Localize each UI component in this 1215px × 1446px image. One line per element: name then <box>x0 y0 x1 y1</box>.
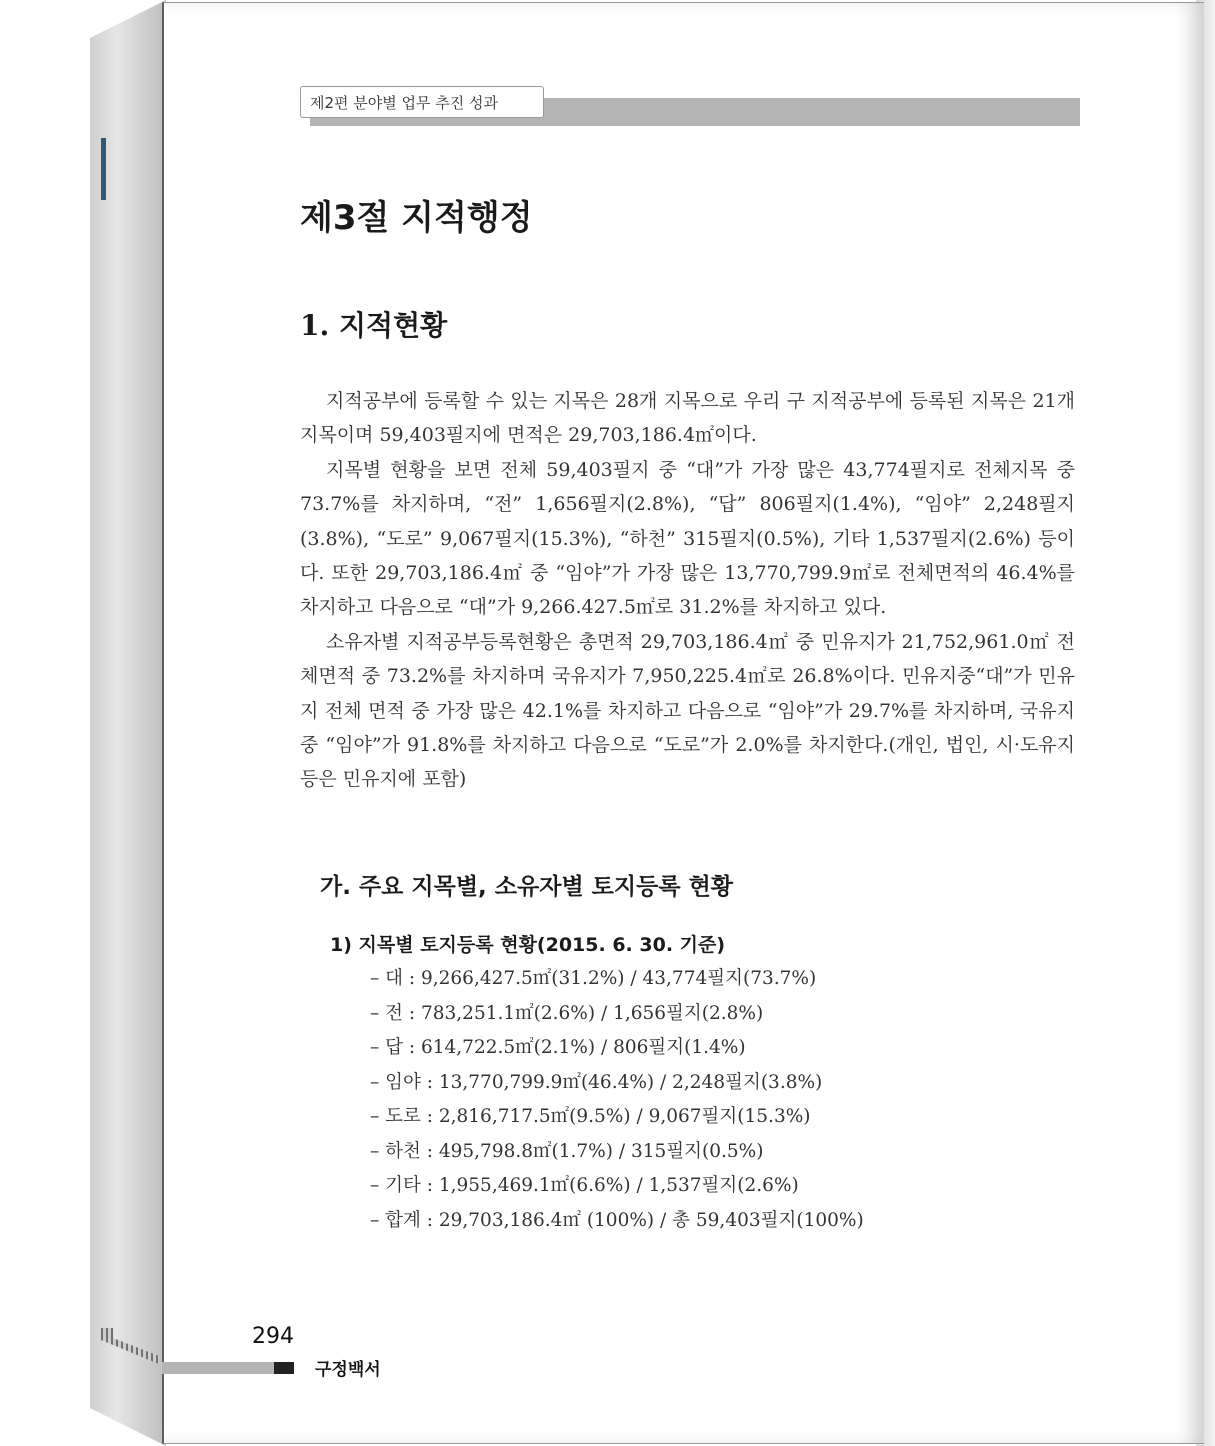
paragraph: 지적공부에 등록할 수 있는 지목은 28개 지목으로 우리 구 지적공부에 등록된 지목은 21개 지목이며 59,403필지에 면적은 29,703,186.4㎡이다. <box>300 390 1075 447</box>
sub-title: 가. 주요 지목별, 소유자별 토지등록 현황 <box>320 874 733 900</box>
footer-bar <box>162 1362 274 1374</box>
spine-mark <box>101 138 106 200</box>
list-item: – 대 : 9,266,427.5㎡(31.2%) / 43,774필지(73.7%) <box>370 968 817 989</box>
header-tag: 제2편 분야별 업무 추진 성과 <box>300 86 544 118</box>
list-item: – 하천 : 495,798.8㎡(1.7%) / 315필지(0.5%) <box>370 1140 764 1162</box>
list-item: – 임야 : 13,770,799.9㎡(46.4%) / 2,248필지(3.8%) <box>370 1071 823 1093</box>
list-item: – 답 : 614,722.5㎡(2.1%) / 806필지(1.4%) <box>370 1037 746 1058</box>
list-item: – 기타 : 1,955,469.1㎡(6.6%) / 1,537필지(2.6%) <box>370 1175 799 1196</box>
list-title: 1) 지목별 토지등록 현황(2015. 6. 30. 기준) <box>330 934 726 956</box>
footer-block <box>274 1362 294 1374</box>
paragraph: 소유자별 지적공부등록현황은 총면적 29,703,186.4㎡ 중 민유지가 21,752,961.0㎡ 전체면적 중 73.2%를 차지하며 국유지가 7,950,225.4㎡로 26.8%이다. 민유지중“대”가 민유지 전체 면적 중 가장 많은 42.1%를 차지하고 다음으로 “임야”가 29.7%를 차지하며, 국유지 중 “임야”가 91.8%를 차지하고 다음으로 “도로”가 2.0%를 차지한다.(개인, 법인, 시·도유지 등은 민유지에 포함) <box>300 630 1075 791</box>
page-number: 294 <box>252 1324 294 1349</box>
footer-book-title: 구정백서 <box>315 1360 381 1380</box>
paragraph: 지목별 현황을 보면 전체 59,403필지 중 “대”가 가장 많은 43,774필지로 전체지목 중 73.7%를 차지하며, “전” 1,656필지(2.8%), “답” 806필지(1.4%), “임야” 2,248필지(3.8%), “도로” 9,067필지(15.3%), “하천” 315필지(0.5%), 기타 1,537필지(2.6%) 등이다. 또한 29,703,186.4㎡ 중 “임야”가 가장 많은 13,770,799.9㎡로 전체면적의 46.4%를 차지하고 다음으로 “대”가 9,266.427.5㎡로 31.2%를 차지하고 있다. <box>300 458 1075 619</box>
body-text <box>300 384 1075 797</box>
section-title: 1. 지적현황 <box>300 309 448 342</box>
list-item: – 합계 : 29,703,186.4㎡ (100%) / 총 59,403필지(100%) <box>370 1209 864 1231</box>
list-item: – 전 : 783,251.1㎡(2.6%) / 1,656필지(2.8%) <box>370 1002 764 1024</box>
list-item: – 도로 : 2,816,717.5㎡(9.5%) / 9,067필지(15.3%) <box>370 1106 811 1127</box>
land-registration-list <box>370 962 864 1238</box>
book-spine <box>90 0 168 1446</box>
chapter-title: 제3절 지적행정 <box>300 198 533 238</box>
